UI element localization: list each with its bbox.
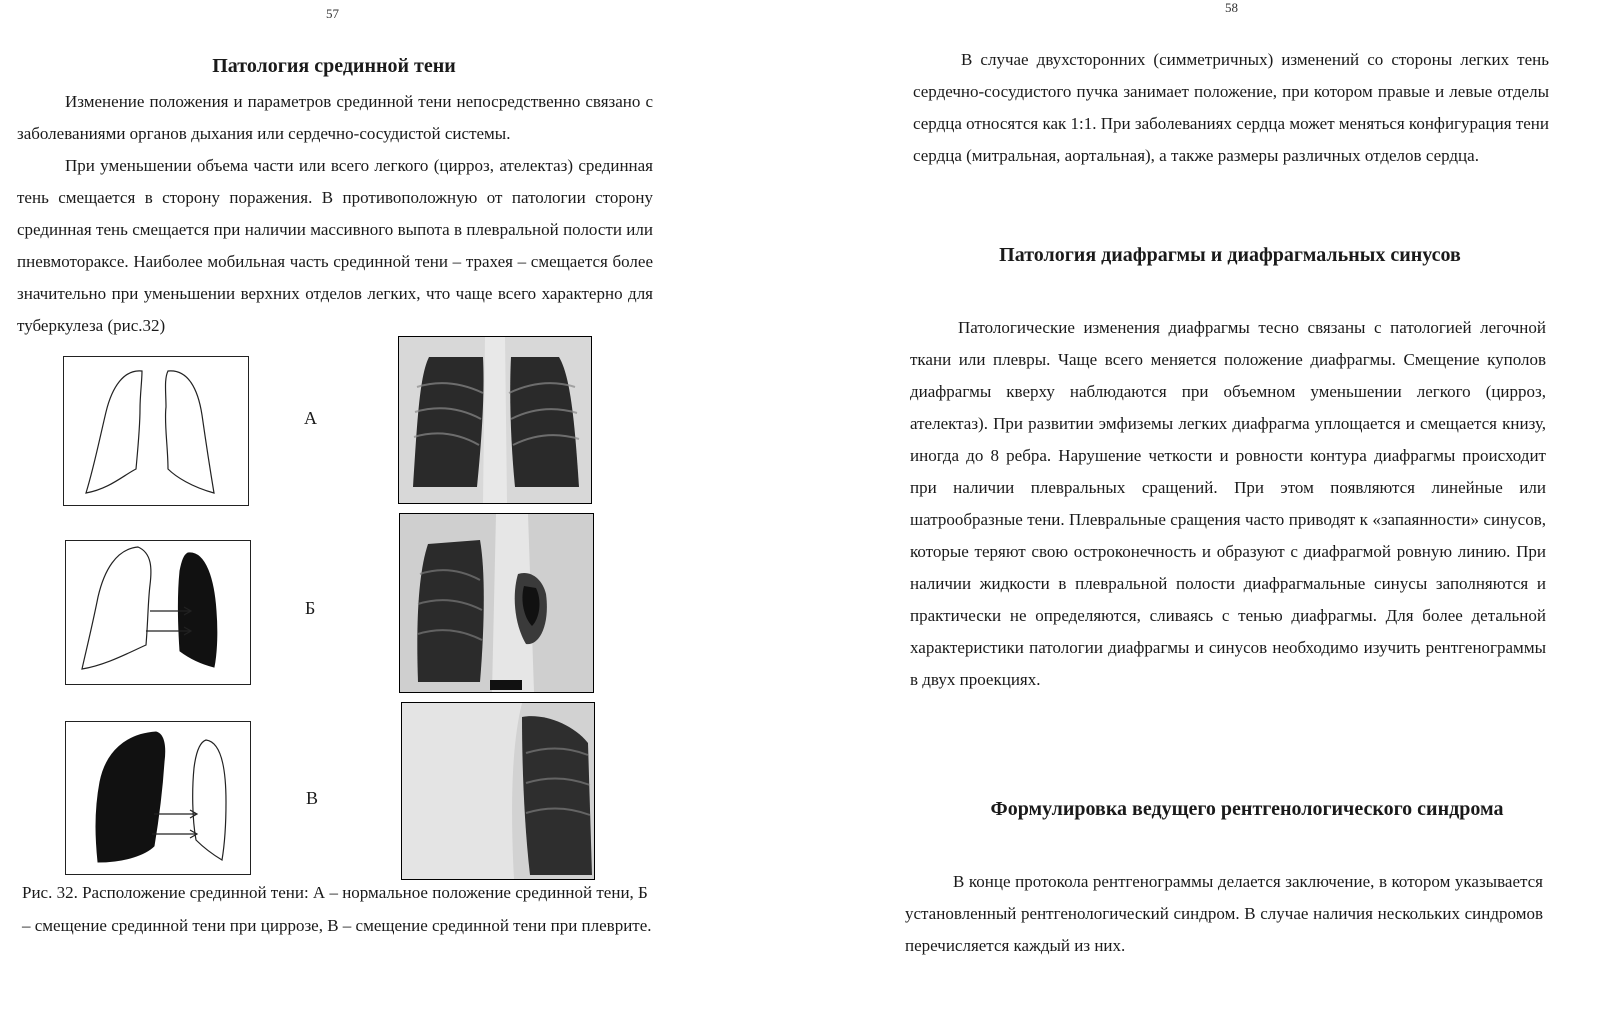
figure-caption: Рис. 32. Расположение срединной тени: А – нормальное положение срединной тени, Б – смещение срединной тени при циррозе, В – смещение срединной тени при плеврите. [22,883,652,935]
xray-image-a [398,336,592,504]
diaphragm-paragraph: Патологические изменения диафрагмы тесно связаны с патологией легочной ткани или плевры. Чаще всего меняется положение диафрагмы. Смещение куполов диафрагмы кверху наблюдаются при объемном уменьшении легкого (цирроз, ателектаз). При развитии эмфиземы легких диафрагма уплощается и смещается книзу, иногда до 8 ребра. Нарушение четкости и ровности контура диафрагмы происходит при наличии плевральных сращений. При этом появляются линейные или шатрообразные тени. Плевральные сращения часто приводят к «запаянности» синусов, которые теряют свою остроконечность и образуют с диафрагмой ровную линию. При наличии жидкости в плевральной полости диафрагмальные синусы заполняются и практически не определяются, сливаясь с тенью диафрагмы. Для более детальной характеристики патологии диафрагмы и синусов необходимо изучить рентгенограммы в двух проекциях. [910,318,1546,689]
paragraph: Изменение положения и параметров срединной тени непосредственно связано с заболеваниями органов дыхания или сердечно-сосудистой системы. [17,92,653,143]
diagram-pleurisy-shift [65,721,251,875]
section-heading: Патология срединной тени [212,55,456,77]
section-heading-diaphragm: Патология диафрагмы и диафрагмальных синусов [999,244,1461,266]
paragraph: При уменьшении объема части или всего легкого (цирроз, ателектаз) срединная тень смещается в сторону поражения. В противоположную от патологии сторону срединная тень смещается при наличии массивного выпота в плевральной полости или пневмотораксе. Наиболее мобильная часть срединной тени – трахея – смещается более значительно при уменьшении верхних отделов легких, что чаще всего характерно для туберкулеза (рис.32) [17,156,653,335]
figure-label-b: Б [305,598,316,618]
syndrome-paragraph: В конце протокола рентгенограммы делается заключение, в котором указывается установленный рентгенологический синдром. В случае наличия нескольких синдромов перечисляется каждый из них. [905,872,1543,955]
right-page [900,0,1600,1024]
diagram-normal-mediastinum [63,356,249,506]
xray-image-c [401,702,595,880]
section-heading-syndrome: Формулировка ведущего рентгенологического синдрома [990,798,1504,820]
xray-image-b [399,513,594,693]
page-number: 57 [326,6,339,21]
figure-label-c: В [306,788,319,808]
figure-label-a: А [304,408,317,428]
diagram-cirrhosis-shift [65,540,251,685]
intro-paragraph: В случае двухсторонних (симметричных) изменений со стороны легких тень сердечно-сосудистого пучка занимает положение, при котором правые и левые отделы сердца относятся как 1:1. При заболеваниях сердца может меняться конфигурация тени сердца (митральная, аортальная), а также размеры различных отделов сердца. [913,50,1549,165]
left-page [0,0,690,1024]
page-number: 58 [1225,0,1238,15]
